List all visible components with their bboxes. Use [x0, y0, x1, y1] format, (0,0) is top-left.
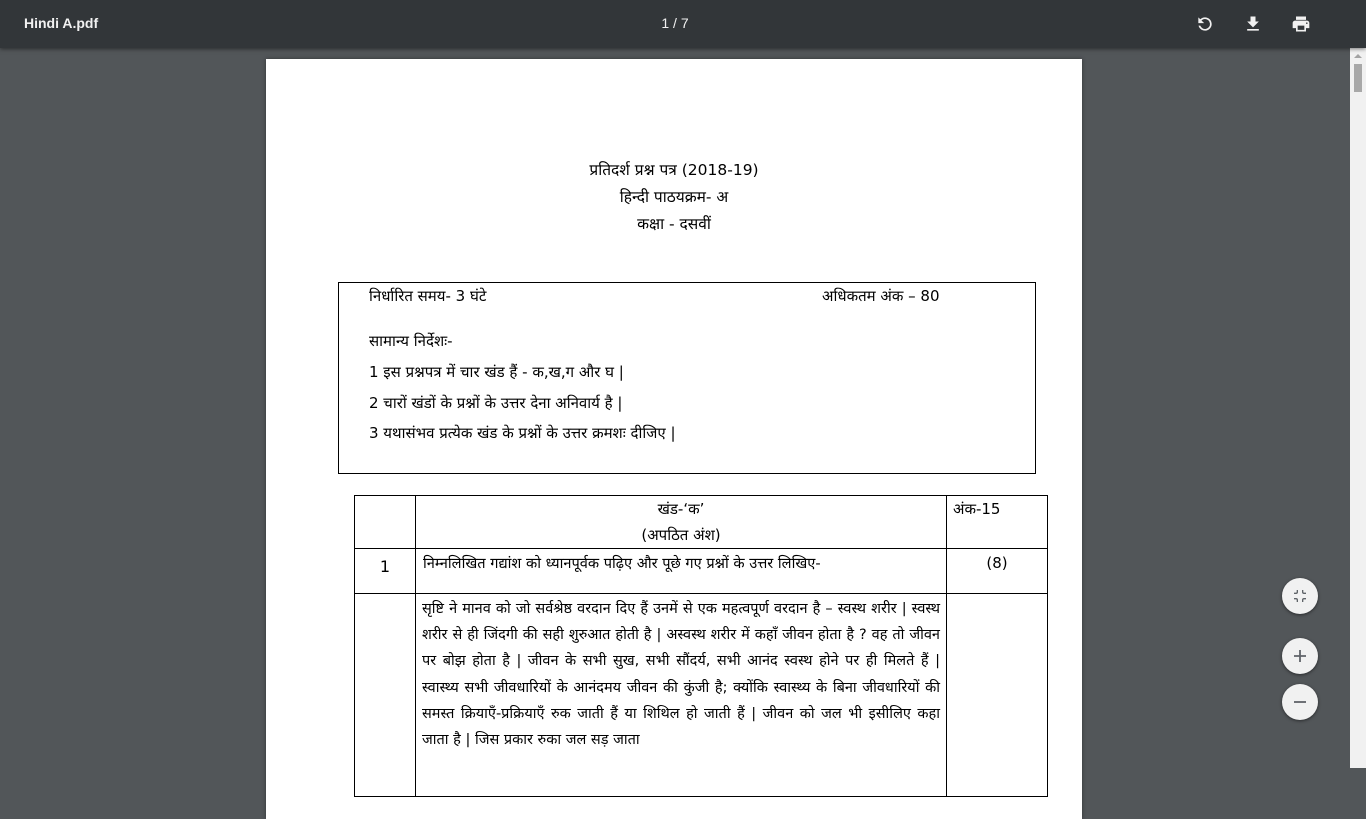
instruction-item: 2 चारों खंडों के प्रश्नों के उत्तर देना अनिवार्य है |: [369, 394, 623, 412]
fit-to-page-button[interactable]: [1282, 578, 1318, 614]
section-subtitle: (अपठित अंश): [641, 526, 721, 544]
max-marks: अधिकतम अंक – 80: [822, 287, 940, 305]
print-icon: [1291, 14, 1311, 34]
rotate-button[interactable]: [1189, 8, 1221, 40]
paper-title: प्रतिदर्श प्रश्न पत्र (2018-19): [589, 161, 759, 179]
chevron-up-icon: [1350, 49, 1366, 63]
section-header: [416, 496, 947, 549]
zoom-out-button[interactable]: [1282, 684, 1318, 720]
pdf-toolbar: [0, 0, 1366, 48]
question-table: [354, 495, 1048, 797]
vertical-scrollbar[interactable]: [1350, 48, 1366, 768]
download-button[interactable]: [1237, 8, 1269, 40]
instruction-item: 1 इस प्रश्नपत्र में चार खंड हैं - क,ख,ग और घ |: [369, 363, 624, 381]
general-instructions-heading: सामान्य निर्देशः-: [369, 332, 453, 350]
scroll-thumb[interactable]: [1354, 64, 1362, 92]
pdf-page: [266, 59, 1082, 819]
table-row: [355, 594, 1048, 797]
time-allowed: निर्धारित समय- 3 घंटे: [369, 287, 487, 305]
document-title: Hindi A.pdf: [24, 15, 99, 31]
table-row: [355, 549, 1048, 594]
print-button[interactable]: [1285, 8, 1317, 40]
zoom-in-button[interactable]: [1282, 638, 1318, 674]
question-marks: (8): [947, 549, 1048, 594]
passage-text: सृष्टि ने मानव को जो सर्वश्रेष्ठ वरदान दिए हैं उनमें से एक महत्वपूर्ण वरदान है – स्वस्थ शरीर | स्वस्थ शरीर से ही जिंदगी की सही शुरुआत होती है | अस्वस्थ शरीर में कहाँ जीवन होता है ? वह तो जीवन पर बोझ होता है | जीवन के सभी सुख, सभी सौंदर्य, सभी आनंद स्वस्थ होने पर ही मिलते हैं | स्वास्थ्य सभी जीवधारियों के आनंदमय जीवन की कुंजी है; क्योंकि स्वास्थ्य के बिना जीवधारियों की समस्त क्रियाएँ-प्रक्रियाएँ रुक जाती हैं या शिथिल हो जाती हैं | जीवन को जल भी इसीलिए कहा जाता है | जिस प्रकार रुका जल सड़ जाता: [416, 594, 947, 797]
section-marks: अंक-15: [947, 496, 1048, 549]
section-title: खंड-‘क’: [657, 500, 705, 518]
question-text: निम्नलिखित गद्यांश को ध्यानपूर्वक पढ़िए और पूछे गए प्रश्नों के उत्तर लिखिए-: [416, 549, 947, 594]
fit-to-page-icon: [1292, 588, 1308, 604]
page-indicator: 1 / 7: [661, 15, 689, 31]
syllabus-title: हिन्दी पाठयक्रम- अ: [619, 188, 729, 206]
rotate-icon: [1195, 14, 1215, 34]
download-icon: [1243, 14, 1263, 34]
scroll-up-arrow[interactable]: [1350, 48, 1366, 62]
zoom-in-icon: [1293, 649, 1307, 663]
question-number: 1: [355, 549, 416, 594]
instruction-item: 3 यथासंभव प्रत्येक खंड के प्रश्नों के उत्तर क्रमशः दीजिए |: [369, 424, 676, 442]
zoom-out-icon: [1293, 695, 1307, 709]
instructions-box: [338, 282, 1036, 474]
class-title: कक्षा - दसवीं: [637, 215, 711, 233]
table-row: [355, 496, 1048, 549]
